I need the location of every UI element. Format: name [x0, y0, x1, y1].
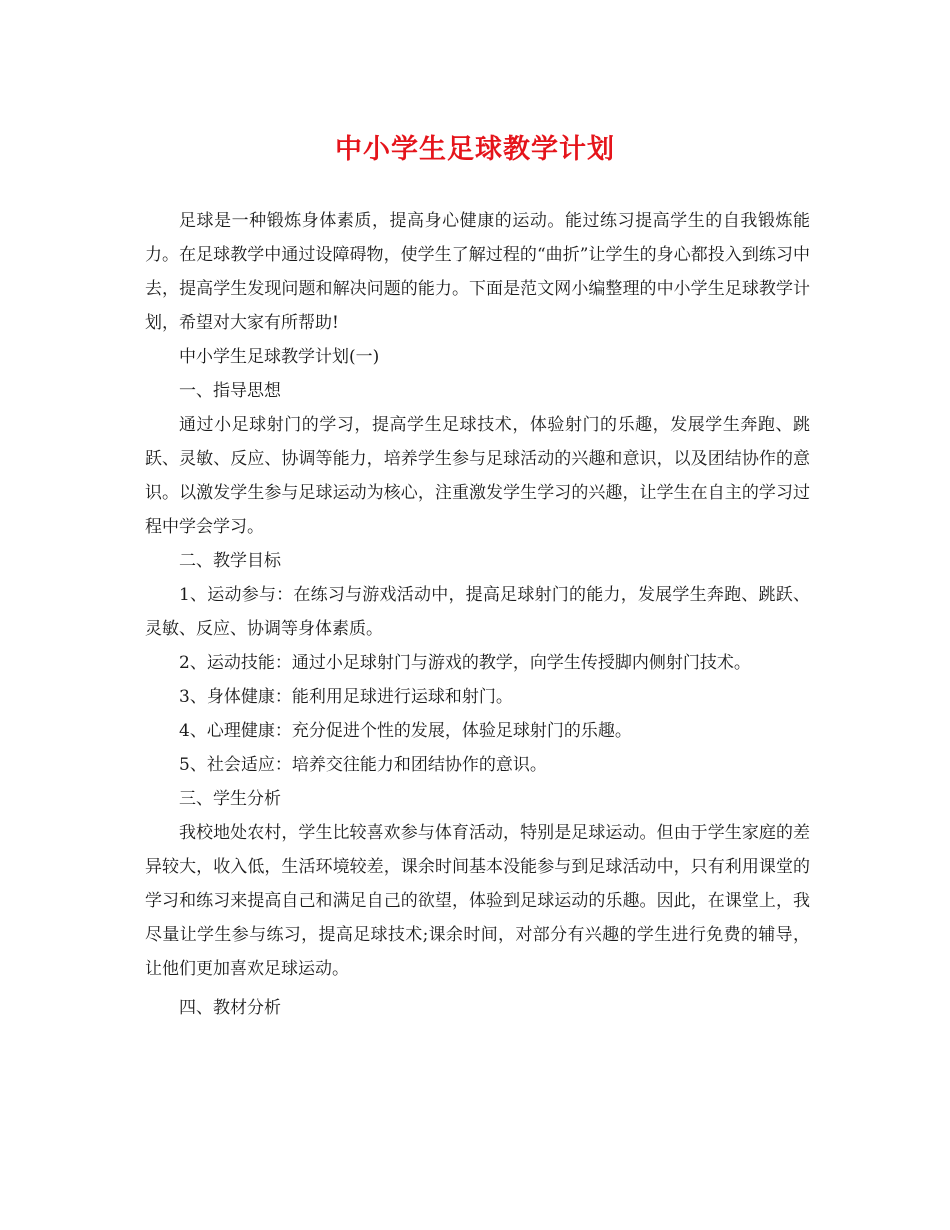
section-heading-student-analysis: 三、学生分析 [179, 789, 281, 809]
goal-item-4: 4、心理健康：充分促进个性的发展，体验足球射门的乐趣。 [179, 721, 632, 741]
intro-paragraph: 足球是一种锻炼身体素质，提高身心健康的运动。能过练习提高学生的自我锻炼能力。在足球教学中通过设障碍物，使学生了解过程的“曲折”让学生的身心都投入到练习中去，提高学生发现问题和解决问题的能力。下面是范文网小编整理的中小学生足球教学计划，希望对大家有所帮助! [145, 211, 810, 333]
document-title: 中小学生足球教学计划 [335, 134, 615, 165]
goal-item-5: 5、社会适应：培养交往能力和团结协作的意识。 [179, 755, 547, 775]
student-analysis-paragraph: 我校地处农村，学生比较喜欢参与体育活动，特别是足球运动。但由于学生家庭的差异较大，收入低，生活环境较差，课余时间基本没能参与到足球活动中，只有利用课堂的学习和练习来提高自己和满足自己的欲望，体验到足球运动的乐趣。因此，在课堂上，我尽量让学生参与练习，提高足球技术;课余时间，对部分有兴趣的学生进行免费的辅导，让他们更加喜欢足球运动。 [145, 823, 810, 979]
plan-subtitle: 中小学生足球教学计划(一) [179, 347, 380, 367]
goal-item-1: 1、运动参与：在练习与游戏活动中，提高足球射门的能力，发展学生奔跑、跳跃、灵敏、反应、协调等身体素质。 [145, 585, 810, 639]
section-heading-teaching-goals: 二、教学目标 [179, 551, 281, 571]
section-heading-guiding-thought: 一、指导思想 [179, 381, 281, 401]
section-heading-material-analysis: 四、教材分析 [179, 998, 281, 1018]
document-body [145, 204, 810, 1025]
goal-item-2: 2、运动技能：通过小足球射门与游戏的教学，向学生传授脚内侧射门技术。 [179, 653, 751, 673]
goal-item-3: 3、身体健康：能利用足球进行运球和射门。 [179, 687, 513, 707]
guiding-thought-paragraph: 通过小足球射门的学习，提高学生足球技术，体验射门的乐趣，发展学生奔跑、跳跃、灵敏、反应、协调等能力，培养学生参与足球活动的兴趣和意识，以及团结协作的意识。以激发学生参与足球运动为核心，注重激发学生学习的兴趣，让学生在自主的学习过程中学会学习。 [145, 415, 810, 537]
